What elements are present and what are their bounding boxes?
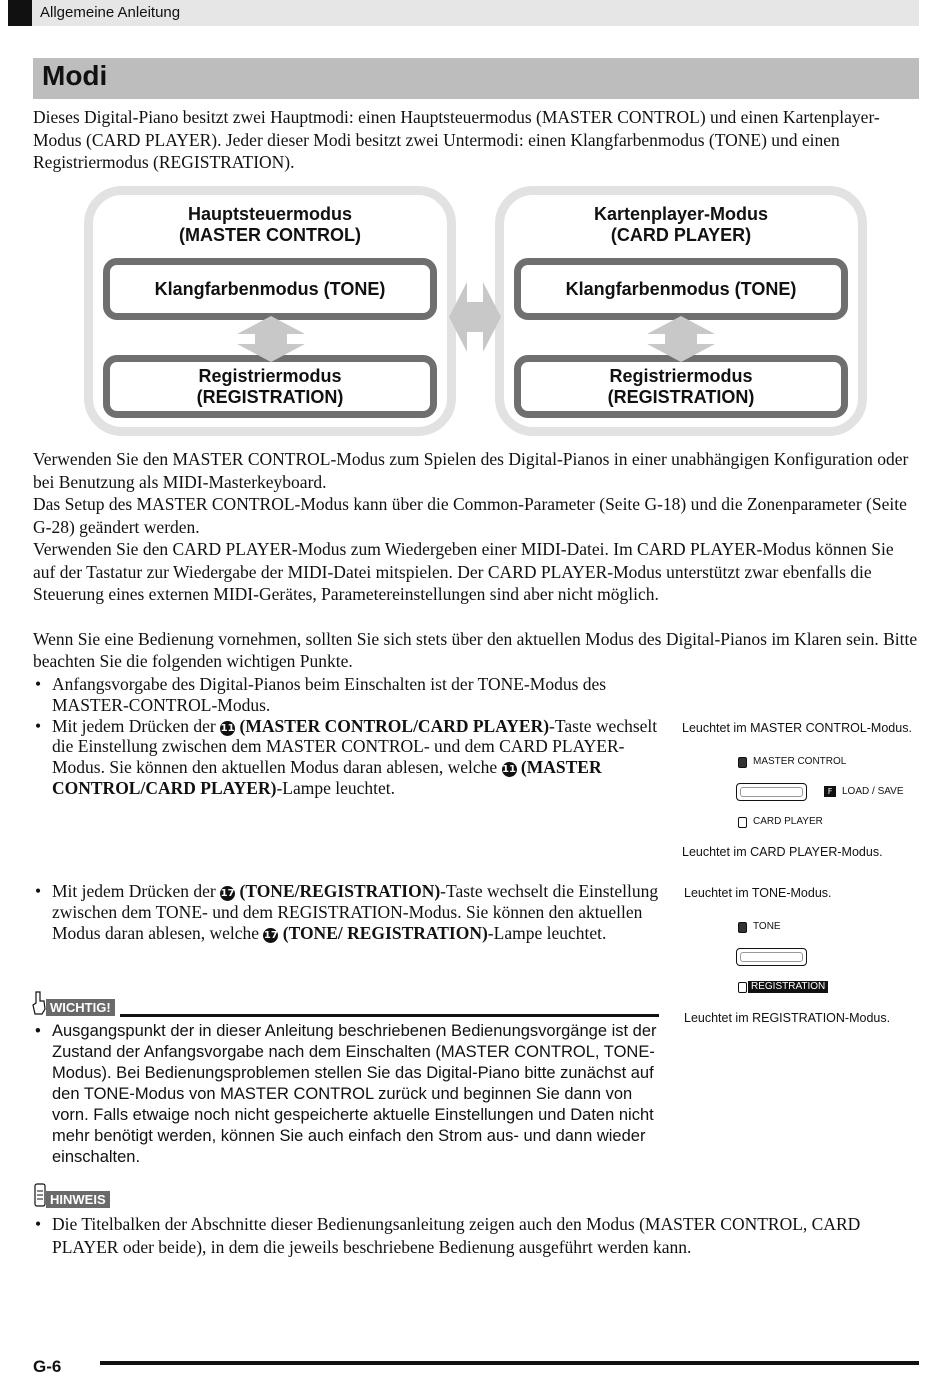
label-master-control: MASTER CONTROL (753, 756, 847, 767)
page-number: G-6 (33, 1357, 62, 1376)
lamp-name: (MASTER CONTROL/CARD PLAYER) (52, 757, 602, 798)
paragraph-notice: Wenn Sie eine Bedienung vornehmen, sollten Sie sich stets über den aktuellen Modus des Digital-Pianos im Klaren sein. Bitte beachten Sie die folgenden wichtigen Punkte. (33, 628, 918, 671)
lamp-tone (738, 922, 747, 933)
bullet-text: Mit jedem Drücken der (52, 881, 216, 901)
mode-title-line1: Kartenplayer-Modus (593, 204, 769, 224)
pointing-hand-icon (31, 991, 47, 1015)
page-title: Modi (42, 60, 108, 91)
note-label: HINWEIS (46, 1191, 110, 1208)
sub-label-line2: (REGISTRATION) (607, 386, 755, 407)
tone-mode-box-right: Klangfarbenmodus (TONE) (514, 258, 848, 320)
bullet-text: Anfangsvorgabe des Digital-Pianos beim Einschalten ist der TONE-Modus des MASTER-CONTROL-Modus. (52, 674, 607, 715)
note-text: Die Titelbalken der Abschnitte dieser Bedienungsanleitung zeigen auch den Modus (MASTER CONTROL, CARD PLAYER oder beide), in dem die jeweils beschriebene Bedienung ausgeführt werden kann. (52, 1214, 861, 1257)
master-control-title (84, 204, 456, 246)
important-label: WICHTIG! (46, 999, 115, 1016)
bullet-text: -Lampe leuchtet. (276, 777, 396, 798)
paragraph-master-control: Verwenden Sie den MASTER CONTROL-Modus zum Spielen des Digital-Pianos in einer unabhängigen Konfiguration oder bei Benutzung als MIDI-Masterkeyboard. (33, 449, 909, 492)
button-number-badge: 11 (502, 764, 516, 776)
registration-mode-box-left (103, 355, 437, 418)
button-name: (TONE/REGISTRATION) (239, 881, 441, 901)
important-item (33, 1021, 668, 1168)
vertical-double-arrow-icon (233, 314, 309, 364)
load-save-icon: F (824, 786, 836, 797)
sub-label-line2: (REGISTRATION) (196, 386, 344, 407)
bullet-text: -Taste wechselt die Einstellung zwischen dem MASTER CONTROL- und dem CARD PLAYER-Modus. Sie können den aktuellen Modus daran ablesen, welche (52, 715, 658, 778)
button-number-badge: 17 (263, 929, 278, 941)
button-number-badge: 11 (220, 722, 235, 734)
important-text: Ausgangspunkt der in dieser Anleitung beschriebenen Bedienungsvorgänge ist der Zustand der Anfangsvorgabe nach dem Einschalten (MASTER CONTROL, TONE-Modus). Bei Bedienungsproblemen stellen Sie das Digital-Piano bitte zunächst auf den TONE-Modus von MASTER CONTROL zurück und beginnen Sie dann von vorn. Falls etwaige noch nicht gespeicherte aktuelle Einstellungen und Daten nicht mehr benötigt werden, können Sie auch einfach den Strom aus- und dann wieder einschalten. (52, 1022, 657, 1166)
caption-tone: Leuchtet im TONE-Modus. (684, 886, 832, 900)
note-list (33, 1213, 918, 1258)
button-number-badge: 17 (220, 888, 235, 899)
sub-label-line1: Registriermodus (198, 365, 342, 386)
title-bar (33, 58, 919, 99)
lamp-master-control (738, 757, 747, 768)
bullet-master-card-button (33, 716, 663, 799)
section-header: Allgemeine Anleitung (40, 4, 181, 21)
tone-registration-button[interactable] (736, 948, 807, 966)
tone-mode-box-left: Klangfarbenmodus (TONE) (103, 258, 437, 320)
vertical-double-arrow-icon (643, 314, 719, 364)
horizontal-double-arrow-icon (447, 280, 503, 354)
mode-title-line2: (MASTER CONTROL) (179, 225, 361, 245)
bullet-list-modes (33, 674, 663, 799)
bullet-list-tone (33, 881, 663, 943)
intro-text: Dieses Digital-Piano besitzt zwei Hauptmodi: einen Hauptsteuermodus (MASTER CONTROL) und einen Kartenplayer-Modus (CARD PLAYER). Jeder dieser Modi besitzt zwei Untermodi: einen Klangfarbenmodus (TONE) und einen Registriermodus (REGISTRATION). (33, 107, 880, 172)
intro-paragraph (33, 106, 918, 174)
card-player-title (495, 204, 867, 246)
caption-registration: Leuchtet im REGISTRATION-Modus. (684, 1011, 891, 1025)
bullet-text: Mit jedem Drücken der (52, 715, 216, 736)
label-tone: TONE (753, 921, 781, 932)
sub-label-line1: Registriermodus (609, 365, 753, 386)
registration-mode-box-right (514, 355, 848, 418)
body-text (33, 448, 918, 673)
important-rule (120, 1014, 659, 1017)
lamp-name: (TONE/ REGISTRATION) (282, 922, 488, 943)
button-name: (MASTER CONTROL/CARD PLAYER) (239, 715, 550, 736)
mode-title-line1: Hauptsteuermodus (187, 204, 353, 224)
header-marker (8, 0, 32, 26)
label-card-player: CARD PLAYER (753, 816, 823, 827)
note-item (33, 1213, 918, 1258)
mode-title-line2: (CARD PLAYER) (610, 225, 752, 245)
bullet-text: -Taste wechselt die Einstellung zwischen dem TONE- und dem REGISTRATION-Modus. Sie können den aktuellen Modus daran ablesen, welche (52, 881, 659, 943)
paragraph-card-player: Verwenden Sie den CARD PLAYER-Modus zum Wiedergeben einer MIDI-Datei. Im CARD PLAYER-Modus können Sie auf der Tastatur zur Wiedergabe der MIDI-Datei mitspielen. Der CARD PLAYER-Modus unterstützt zwar ebenfalls die Steuerung eines externen MIDI-Gerätes, Parametereinstellungen sind aber nicht möglich. (33, 539, 894, 604)
label-load-save: LOAD / SAVE (842, 786, 904, 797)
caption-card-player: Leuchtet im CARD PLAYER-Modus. (682, 845, 883, 859)
caption-master-control: Leuchtet im MASTER CONTROL-Modus. (682, 721, 912, 735)
lamp-card-player (738, 817, 747, 828)
lamp-registration (738, 982, 747, 993)
bullet-initial-mode (33, 674, 663, 716)
important-list (33, 1021, 668, 1168)
bullet-tone-registration-button (33, 881, 663, 943)
bullet-text: -Lampe leuchtet. (487, 922, 607, 943)
paragraph-setup: Das Setup des MASTER CONTROL-Modus kann über die Common-Parameter (Seite G-18) und die Zonenparameter (Seite G-28) geändert werden. (33, 494, 907, 537)
footer-rule (100, 1361, 919, 1365)
label-registration: REGISTRATION (748, 981, 828, 993)
master-card-button[interactable] (736, 783, 807, 801)
